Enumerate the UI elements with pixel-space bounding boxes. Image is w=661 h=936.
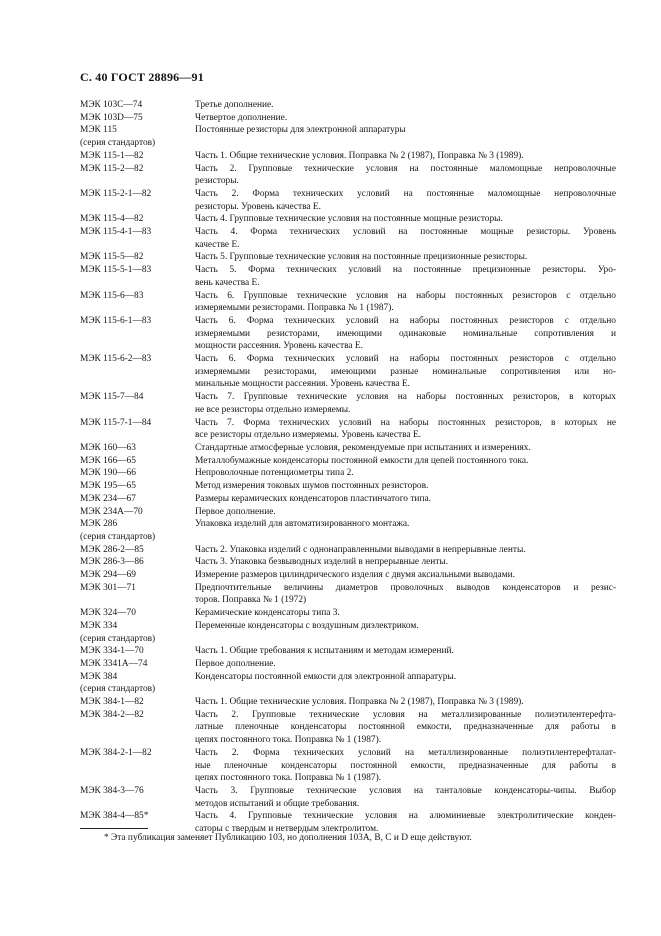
standard-description bbox=[195, 696, 616, 709]
standard-code: МЭК 115-4-1—83 bbox=[80, 227, 152, 238]
description-line bbox=[195, 633, 616, 646]
standard-description bbox=[195, 150, 616, 163]
standard-code: МЭК 115-5—82 bbox=[80, 252, 144, 263]
description-line: Часть 4. Групповые технические условия на постоянные мощные резисторы. bbox=[195, 214, 503, 225]
standard-entry bbox=[80, 683, 616, 696]
standard-code: (серия стандартов) bbox=[80, 138, 156, 149]
standard-entry bbox=[80, 417, 616, 442]
description-line: Металлобумажные конденсаторы постоянной емкости для цепей постоянного тока. bbox=[195, 455, 529, 466]
standard-entry bbox=[80, 124, 616, 137]
standard-code: МЭК 286 bbox=[80, 519, 118, 530]
description-line: Стандартные атмосферные условия, рекомендуемые при испытаниях и измерениях. bbox=[195, 442, 531, 453]
standard-entry bbox=[80, 671, 616, 684]
footnote: * Эта публикация заменяет Публикацию 103, но дополнения 103А, В, С и D еще действуют. bbox=[104, 833, 472, 843]
standard-code: МЭК 324—70 bbox=[80, 608, 136, 619]
standards-table bbox=[80, 99, 616, 836]
standard-entry bbox=[80, 582, 616, 607]
description-line: измеряемыми резисторами, имеющими разные номинальные сопротивления или но- bbox=[195, 366, 616, 377]
standard-description bbox=[195, 683, 616, 696]
standard-entry bbox=[80, 264, 616, 289]
description-line: измеряемыми резисторами. Поправка № 1 (1987). bbox=[195, 303, 394, 314]
standard-description bbox=[195, 417, 616, 442]
description-line: цепях постоянного тока. Поправка № 1 (1987). bbox=[195, 773, 382, 784]
standard-code: МЭК 115-4—82 bbox=[80, 214, 144, 225]
standard-code: МЭК 190—66 bbox=[80, 468, 136, 479]
description-line: Размеры керамических конденсаторов пластинчатого типа. bbox=[195, 493, 431, 504]
standard-entry bbox=[80, 315, 616, 353]
description-line: резисторы. Уровень качества Е. bbox=[195, 201, 321, 212]
standard-entry bbox=[80, 188, 616, 213]
standard-description bbox=[195, 188, 616, 213]
description-line: Часть 4. Групповые технические условия на алюминиевые электролитические конден- bbox=[195, 811, 616, 822]
description-line: не все резисторы отдельно измеряемы. bbox=[195, 404, 351, 415]
standard-code: МЭК 234—67 bbox=[80, 493, 136, 504]
standard-code: МЭК 234А—70 bbox=[80, 506, 143, 517]
description-line: Третье дополнение. bbox=[195, 100, 274, 110]
description-line: Первое дополнение. bbox=[195, 506, 276, 517]
standard-entry bbox=[80, 709, 616, 747]
description-line: саторы с твердым и нетвердым электролитом. bbox=[195, 824, 379, 835]
standard-description bbox=[195, 518, 616, 531]
standard-entry bbox=[80, 290, 616, 315]
standard-entry bbox=[80, 785, 616, 810]
standard-entry bbox=[80, 442, 616, 455]
standard-code: МЭК 384-2—82 bbox=[80, 709, 144, 720]
description-line: Постоянные резисторы для электронной аппаратуры bbox=[195, 125, 406, 136]
standard-description bbox=[195, 137, 616, 150]
description-line: Переменные конденсаторы с воздушным диэлектриком. bbox=[195, 620, 419, 631]
standard-code: МЭК 195—65 bbox=[80, 481, 136, 492]
description-line bbox=[195, 137, 616, 150]
standard-code: МЭК 301—71 bbox=[80, 582, 136, 593]
standard-code: (серия стандартов) bbox=[80, 684, 156, 695]
standard-description bbox=[195, 442, 616, 455]
standard-description bbox=[195, 480, 616, 493]
standard-entry bbox=[80, 506, 616, 519]
standard-description bbox=[195, 251, 616, 264]
description-line: ные пленочные конденсаторы постоянной емкости, предназначенные для работы в bbox=[195, 760, 616, 771]
description-line: Часть 3. Упаковка безвыводных изделий в непрерывные ленты. bbox=[195, 557, 449, 568]
standard-code: МЭК 3341А—74 bbox=[80, 658, 148, 669]
standard-description bbox=[195, 353, 616, 391]
description-line: Часть 6. Форма технических условий на наборы постоянных резисторов с отдельно bbox=[195, 354, 616, 365]
standard-description bbox=[195, 264, 616, 289]
footnote-divider bbox=[80, 828, 148, 829]
description-line: Часть 2. Форма технических условий на металлизированные полиэтилентерефталат- bbox=[195, 747, 616, 758]
standard-description bbox=[195, 671, 616, 684]
description-line bbox=[195, 683, 616, 696]
standard-code: МЭК 115-2—82 bbox=[80, 163, 144, 174]
standard-description bbox=[195, 163, 616, 188]
standard-entry bbox=[80, 137, 616, 150]
standard-entry bbox=[80, 544, 616, 557]
standard-description bbox=[195, 658, 616, 671]
standard-description bbox=[195, 315, 616, 353]
description-line: Упаковка изделий для автоматизированного монтажа. bbox=[195, 519, 410, 530]
description-line: Часть 7. Групповые технические условия на наборы постоянных резисторов, в которых bbox=[195, 392, 616, 403]
description-line: Метод измерения токовых шумов постоянных резисторов. bbox=[195, 481, 429, 492]
description-line: латные пленочные конденсаторы постоянной емкости, предназначенные для работы в bbox=[195, 722, 616, 733]
description-line: Часть 2. Групповые технические условия на металлизированные полиэтилентерефта- bbox=[195, 709, 616, 720]
description-line: минальные мощности рассеяния. Уровень качества Е. bbox=[195, 379, 410, 390]
description-line: Часть 5. Групповые технические условия на постоянные прецизионные резисторы. bbox=[195, 252, 528, 263]
description-line: цепях постоянного тока. Поправка № 1 (1987). bbox=[195, 735, 382, 746]
standard-entry bbox=[80, 556, 616, 569]
description-line: торов. Поправка № 1 (1972) bbox=[195, 595, 307, 606]
standard-description bbox=[195, 645, 616, 658]
standard-code: (серия стандартов) bbox=[80, 531, 156, 542]
standard-description bbox=[195, 391, 616, 416]
standard-description bbox=[195, 709, 616, 747]
standard-description bbox=[195, 633, 616, 646]
description-line: Часть 4. Форма технических условий на постоянные мощные резисторы. Уровень bbox=[195, 227, 616, 238]
standard-code: (серия стандартов) bbox=[80, 633, 156, 644]
standard-code: МЭК 334-1—70 bbox=[80, 646, 144, 657]
standard-description bbox=[195, 124, 616, 137]
standard-description bbox=[195, 467, 616, 480]
description-line: Часть 1. Общие требования к испытаниям и методам измерений. bbox=[195, 646, 454, 657]
description-line: Часть 3. Групповые технические условия на танталовые конденсаторы-чипы. Выбор bbox=[195, 785, 616, 796]
standard-entry bbox=[80, 163, 616, 188]
standard-entry bbox=[80, 213, 616, 226]
standard-entry bbox=[80, 658, 616, 671]
description-line: Первое дополнение. bbox=[195, 658, 276, 669]
standard-entry bbox=[80, 99, 616, 112]
standard-code: МЭК 384 bbox=[80, 671, 118, 682]
standard-code: МЭК 103D—75 bbox=[80, 112, 143, 123]
standard-description bbox=[195, 99, 616, 112]
standard-entry bbox=[80, 633, 616, 646]
standard-code: МЭК 384-3—76 bbox=[80, 785, 144, 796]
description-line: вень качества Е. bbox=[195, 277, 260, 288]
standard-entry bbox=[80, 226, 616, 251]
standard-entry bbox=[80, 518, 616, 531]
standard-code: МЭК 286-3—86 bbox=[80, 557, 144, 568]
standard-entry bbox=[80, 493, 616, 506]
standard-code: МЭК 384-2-1—82 bbox=[80, 747, 152, 758]
standard-description bbox=[195, 506, 616, 519]
standard-description bbox=[195, 582, 616, 607]
description-line: качестве Е. bbox=[195, 239, 240, 250]
standard-description bbox=[195, 226, 616, 251]
description-line: Конденсаторы постоянной емкости для электронной аппаратуры. bbox=[195, 671, 457, 682]
standard-description bbox=[195, 556, 616, 569]
standard-code: МЭК 384-1—82 bbox=[80, 697, 144, 708]
standard-code: МЭК 115-6-2—83 bbox=[80, 354, 152, 365]
standard-description bbox=[195, 213, 616, 226]
description-line: все резисторы отдельно измеряемы. Уровень качества Е. bbox=[195, 430, 422, 441]
standard-description bbox=[195, 493, 616, 506]
description-line: Часть 6. Групповые технические условия на наборы постоянных резисторов с отдельно bbox=[195, 290, 616, 301]
standard-description bbox=[195, 112, 616, 125]
description-line: Часть 1. Общие технические условия. Поправка № 2 (1987), Поправка № 3 (1989). bbox=[195, 150, 524, 161]
standard-code: МЭК 384-4—85* bbox=[80, 811, 149, 822]
standard-description bbox=[195, 531, 616, 544]
standard-entry bbox=[80, 467, 616, 480]
description-line: измеряемыми резисторами, имеющими одинаковые номинальные сопротивления и bbox=[195, 328, 616, 339]
standard-code: МЭК 115-6-1—83 bbox=[80, 315, 152, 326]
standard-description bbox=[195, 455, 616, 468]
page-header: С. 40 ГОСТ 28896—91 bbox=[80, 70, 204, 84]
standard-description bbox=[195, 544, 616, 557]
standard-code: МЭК 115-7-1—84 bbox=[80, 417, 152, 428]
standard-entry bbox=[80, 620, 616, 633]
standard-entry bbox=[80, 251, 616, 264]
standard-code: МЭК 115-6—83 bbox=[80, 290, 144, 301]
standard-description bbox=[195, 620, 616, 633]
standard-code: МЭК 286-2—85 bbox=[80, 544, 144, 555]
standard-entry bbox=[80, 645, 616, 658]
description-line: резисторы. bbox=[195, 176, 239, 187]
standard-code: МЭК 160—63 bbox=[80, 442, 136, 453]
standard-code: МЭК 334 bbox=[80, 620, 118, 631]
standard-description bbox=[195, 290, 616, 315]
description-line: Часть 7. Форма технических условий на наборы постоянных резисторов, в которых не bbox=[195, 417, 616, 428]
standard-code: МЭК 115-5-1—83 bbox=[80, 265, 152, 276]
description-line: Часть 6. Форма технических условий на наборы постоянных резисторов с отдельно bbox=[195, 315, 616, 326]
standard-code: МЭК 115-7—84 bbox=[80, 392, 144, 403]
description-line: Часть 1. Общие технические условия. Поправка № 2 (1987), Поправка № 3 (1989). bbox=[195, 697, 524, 708]
description-line: методов испытаний и общие требования. bbox=[195, 798, 360, 809]
standard-entry bbox=[80, 353, 616, 391]
standard-description bbox=[195, 607, 616, 620]
standard-entry bbox=[80, 531, 616, 544]
standard-code: МЭК 115-2-1—82 bbox=[80, 188, 152, 199]
description-line: мощности рассеяния. Уровень качества Е. bbox=[195, 341, 363, 352]
standard-entry bbox=[80, 112, 616, 125]
description-line: Керамические конденсаторы типа 3. bbox=[195, 608, 340, 619]
description-line: Часть 5. Форма технических условий на постоянные прецизионные резисторы. Уро- bbox=[195, 265, 616, 276]
standard-code: МЭК 115 bbox=[80, 125, 117, 136]
description-line: Измерение размеров цилиндрического изделия с двумя аксиальными выводами. bbox=[195, 570, 515, 581]
standard-entry bbox=[80, 391, 616, 416]
standard-code: МЭК 166—65 bbox=[80, 455, 136, 466]
standard-entry bbox=[80, 480, 616, 493]
description-line: Непроволочные потенциометры типа 2. bbox=[195, 468, 354, 479]
standard-description bbox=[195, 747, 616, 785]
standard-code: МЭК 294—69 bbox=[80, 570, 136, 581]
description-line: Часть 2. Форма технических условий на постоянные маломощные непроволочные bbox=[195, 188, 616, 199]
description-line: Четвертое дополнение. bbox=[195, 112, 288, 123]
standard-description bbox=[195, 569, 616, 582]
description-line: Часть 2. Упаковка изделий с однонаправленными выводами в непрерывные ленты. bbox=[195, 544, 526, 555]
standard-entry bbox=[80, 607, 616, 620]
description-line: Предпочтительные величины диаметров проволочных выводов конденсаторов и резис- bbox=[195, 582, 616, 593]
standard-entry bbox=[80, 696, 616, 709]
standard-entry bbox=[80, 747, 616, 785]
standard-code: МЭК 115-1—82 bbox=[80, 150, 144, 161]
standard-entry bbox=[80, 569, 616, 582]
standard-description bbox=[195, 785, 616, 810]
standard-entry bbox=[80, 150, 616, 163]
description-line bbox=[195, 531, 616, 544]
standard-entry bbox=[80, 455, 616, 468]
description-line: Часть 2. Групповые технические условия на постоянные маломощные непроволочные bbox=[195, 163, 616, 174]
standard-code: МЭК 103С—74 bbox=[80, 100, 143, 110]
